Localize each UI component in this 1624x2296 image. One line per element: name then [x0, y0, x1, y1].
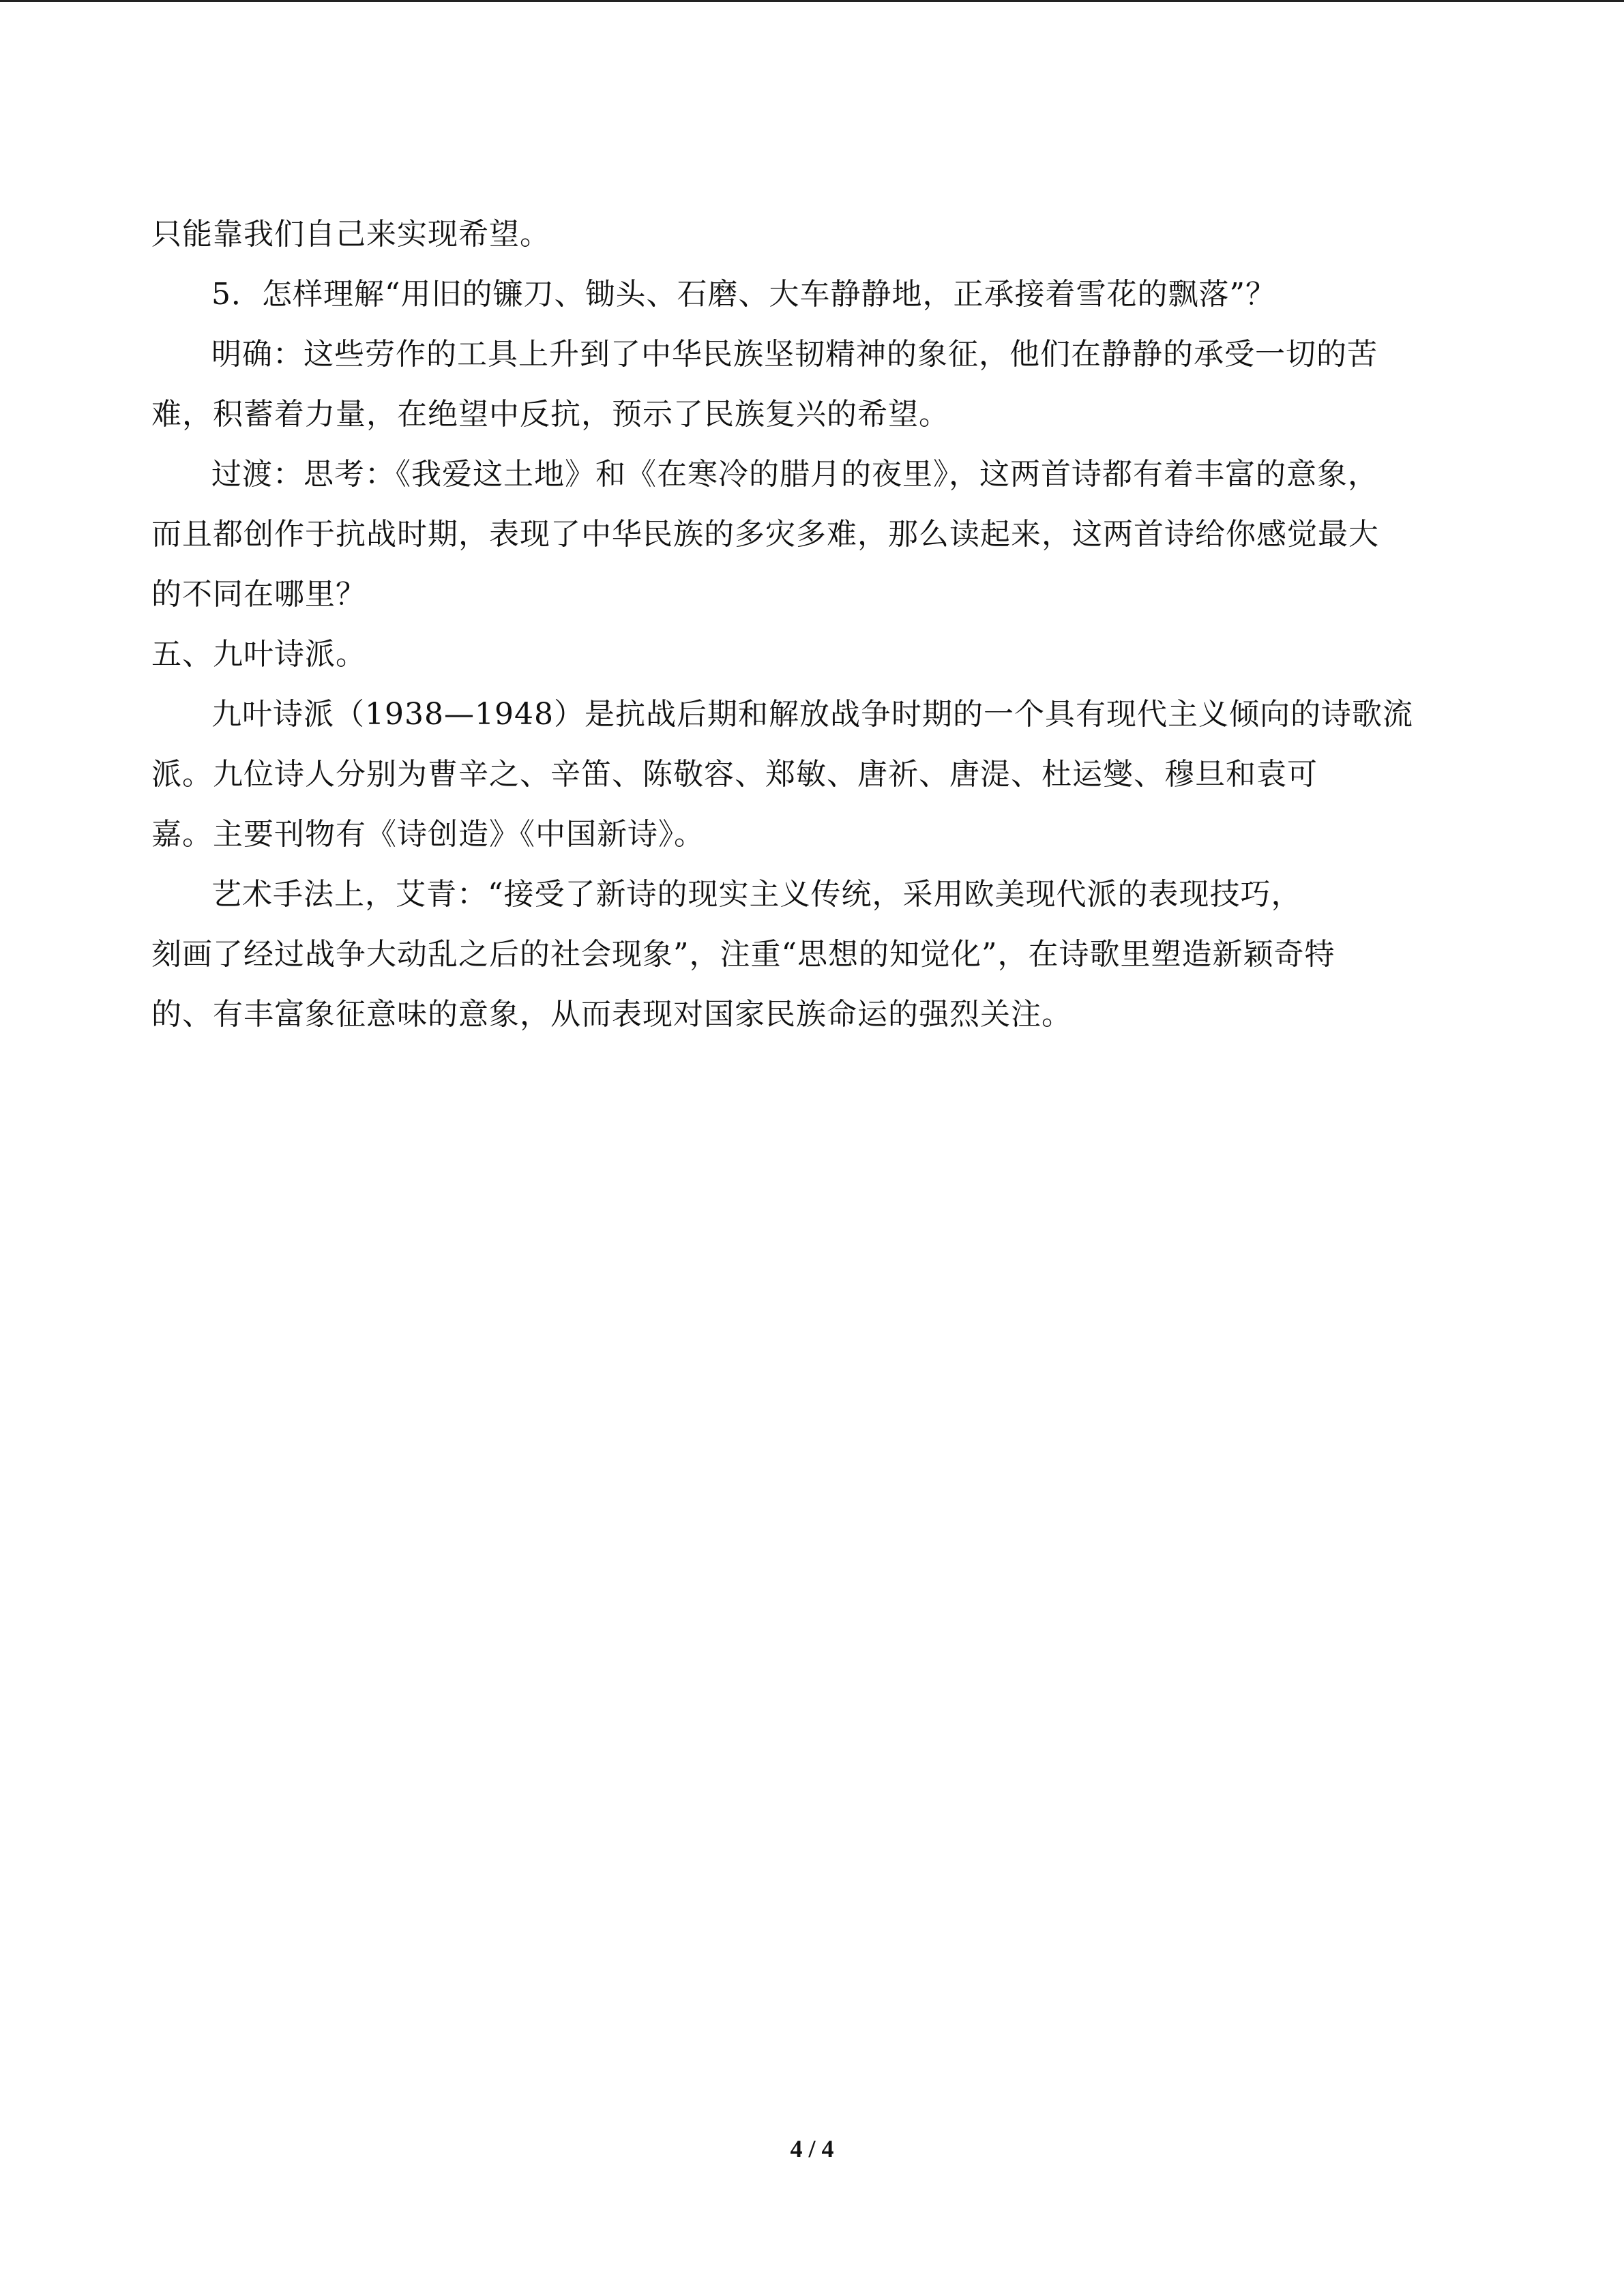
text-line: 九叶诗派（1938—1948）是抗战后期和解放战争时期的一个具有现代主义倾向的诗歌流 — [211, 697, 1413, 732]
document-body — [151, 205, 1475, 1045]
question-5: 5．怎样理解“用旧的镰刀、锄头、石磨、大车静静地，正承接着雪花的飘落”？ — [211, 277, 1276, 312]
top-border-line — [0, 0, 1624, 2]
page-number: 4 / 4 — [790, 2135, 834, 2162]
text-line: 只能靠我们自己来实现希望。 — [151, 217, 550, 252]
text-line: 的不同在哪里？ — [151, 577, 366, 612]
text-line: 过渡：思考：《我爱这土地》和《在寒冷的腊月的夜里》，这两首诗都有着丰富的意象， — [211, 457, 1378, 492]
section-heading: 五、九叶诗派。 — [151, 637, 366, 672]
text-line: 而且都创作于抗战时期，表现了中华民族的多灾多难，那么读起来，这两首诗给你感觉最大 — [151, 517, 1379, 552]
text-line: 的、有丰富象征意味的意象，从而表现对国家民族命运的强烈关注。 — [151, 997, 1072, 1032]
text-line: 嘉。主要刊物有《诗创造》《中国新诗》。 — [151, 817, 705, 852]
text-line: 难，积蓄着力量，在绝望中反抗，预示了民族复兴的希望。 — [151, 397, 949, 432]
text-line: 派。九位诗人分别为曹辛之、辛笛、陈敬容、郑敏、唐祈、唐湜、杜运燮、穆旦和袁可 — [151, 757, 1318, 792]
text-line: 艺术手法上，艾青：“接受了新诗的现实主义传统，采用欧美现代派的表现技巧， — [211, 877, 1302, 912]
text-line: 刻画了经过战争大动乱之后的社会现象”，注重“思想的知觉化”，在诗歌里塑造新颖奇特 — [151, 937, 1335, 972]
text-line: 明确：这些劳作的工具上升到了中华民族坚韧精神的象征，他们在静静的承受一切的苦 — [211, 337, 1378, 372]
